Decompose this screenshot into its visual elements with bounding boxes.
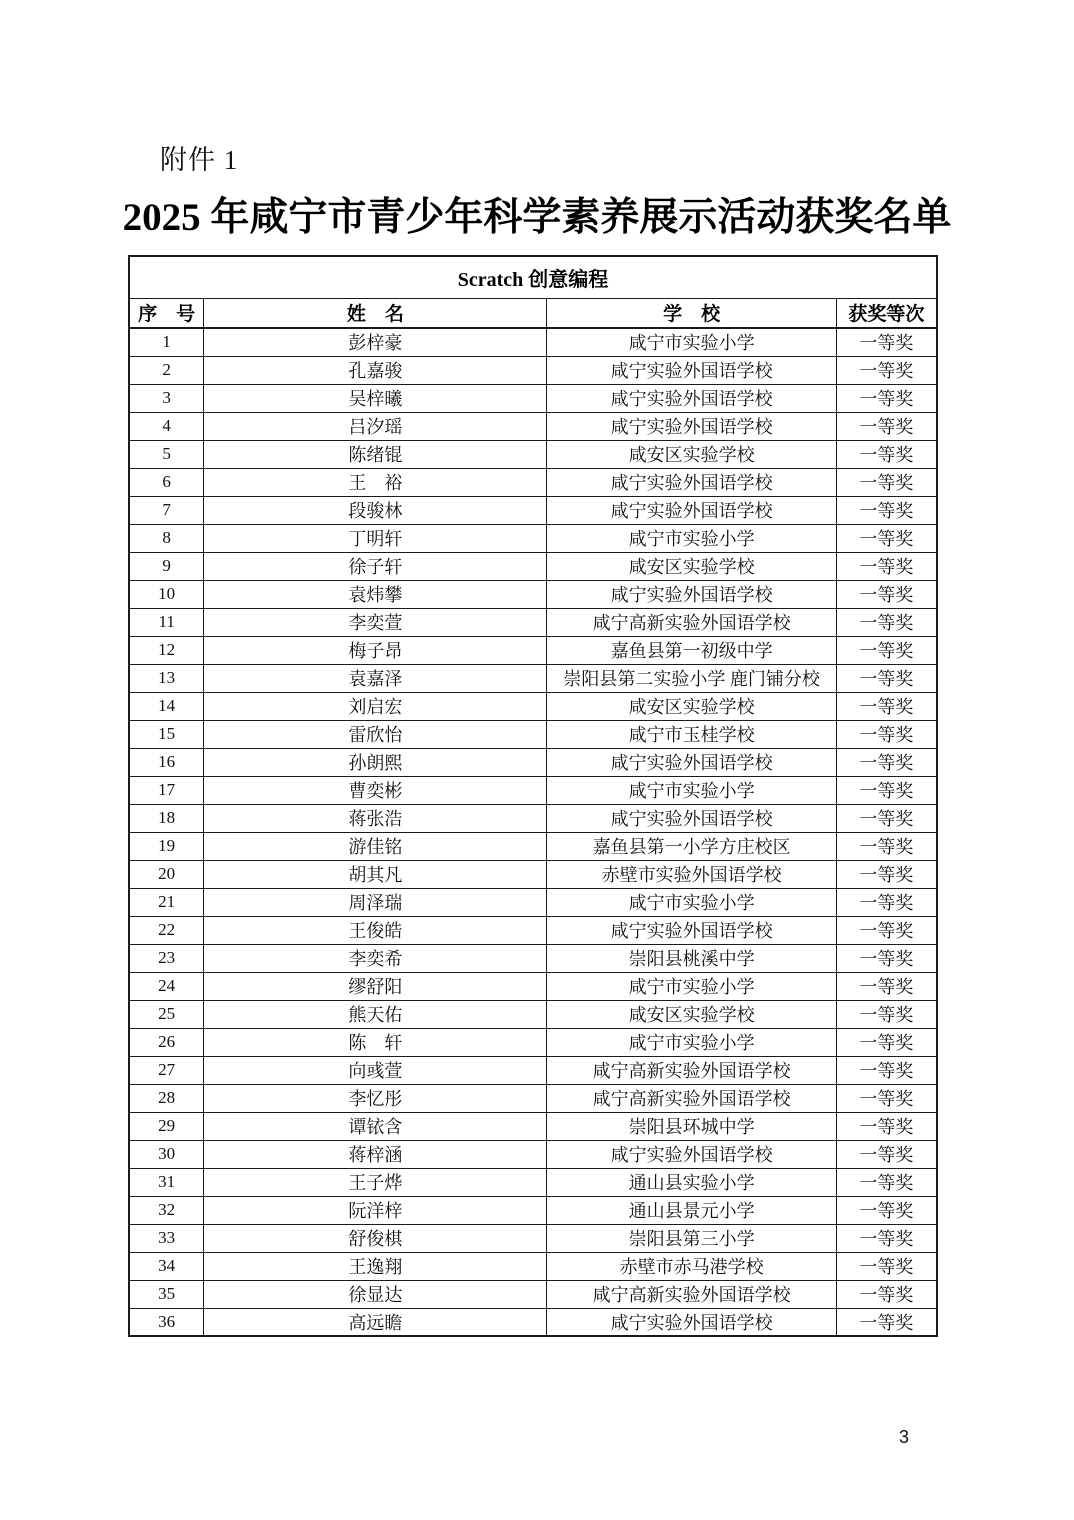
table-row xyxy=(129,832,937,860)
award-cell: 一等奖 xyxy=(836,1056,937,1084)
award-cell: 一等奖 xyxy=(836,1140,937,1168)
school-cell: 咸宁高新实验外国语学校 xyxy=(547,1084,836,1112)
award-cell: 一等奖 xyxy=(836,1112,937,1140)
column-header-name: 姓 名 xyxy=(204,298,547,328)
row-number-cell: 11 xyxy=(129,608,204,636)
table-row xyxy=(129,1112,937,1140)
school-cell: 咸宁市实验小学 xyxy=(547,972,836,1000)
table-row xyxy=(129,1028,937,1056)
name-cell: 熊天佑 xyxy=(204,1000,547,1028)
school-cell: 咸安区实验学校 xyxy=(547,552,836,580)
school-cell: 咸宁实验外国语学校 xyxy=(547,356,836,384)
award-cell: 一等奖 xyxy=(836,1084,937,1112)
table-row xyxy=(129,1084,937,1112)
award-cell: 一等奖 xyxy=(836,1168,937,1196)
school-cell: 咸宁市实验小学 xyxy=(547,776,836,804)
name-cell: 吕汐瑶 xyxy=(204,412,547,440)
name-cell: 王 裕 xyxy=(204,468,547,496)
award-cell: 一等奖 xyxy=(836,580,937,608)
award-cell: 一等奖 xyxy=(836,804,937,832)
name-cell: 王子烨 xyxy=(204,1168,547,1196)
school-cell: 嘉鱼县第一小学方庄校区 xyxy=(547,832,836,860)
row-number-cell: 24 xyxy=(129,972,204,1000)
row-number-cell: 16 xyxy=(129,748,204,776)
awards-table xyxy=(128,255,938,1337)
table-row xyxy=(129,636,937,664)
table-row xyxy=(129,1140,937,1168)
name-cell: 阮洋梓 xyxy=(204,1196,547,1224)
award-cell: 一等奖 xyxy=(836,636,937,664)
name-cell: 舒俊棋 xyxy=(204,1224,547,1252)
table-row xyxy=(129,384,937,412)
school-cell: 通山县实验小学 xyxy=(547,1168,836,1196)
award-cell: 一等奖 xyxy=(836,468,937,496)
category-header: Scratch 创意编程 xyxy=(129,256,937,298)
table-row xyxy=(129,1168,937,1196)
table-row xyxy=(129,720,937,748)
school-cell: 崇阳县桃溪中学 xyxy=(547,944,836,972)
name-cell: 游佳铭 xyxy=(204,832,547,860)
award-cell: 一等奖 xyxy=(836,1252,937,1280)
row-number-cell: 5 xyxy=(129,440,204,468)
table-row xyxy=(129,1308,937,1336)
column-header-no: 序 号 xyxy=(129,298,204,328)
row-number-cell: 17 xyxy=(129,776,204,804)
school-cell: 赤壁市赤马港学校 xyxy=(547,1252,836,1280)
row-number-cell: 18 xyxy=(129,804,204,832)
row-number-cell: 13 xyxy=(129,664,204,692)
name-cell: 徐子轩 xyxy=(204,552,547,580)
award-cell: 一等奖 xyxy=(836,356,937,384)
award-cell: 一等奖 xyxy=(836,440,937,468)
table-row xyxy=(129,888,937,916)
name-cell: 周泽瑞 xyxy=(204,888,547,916)
column-header-school: 学 校 xyxy=(547,298,836,328)
school-cell: 咸宁实验外国语学校 xyxy=(547,384,836,412)
school-cell: 咸安区实验学校 xyxy=(547,440,836,468)
table-row xyxy=(129,1196,937,1224)
award-cell: 一等奖 xyxy=(836,524,937,552)
award-cell: 一等奖 xyxy=(836,1028,937,1056)
name-cell: 蒋张浩 xyxy=(204,804,547,832)
award-cell: 一等奖 xyxy=(836,916,937,944)
name-cell: 李忆彤 xyxy=(204,1084,547,1112)
school-cell: 咸宁实验外国语学校 xyxy=(547,804,836,832)
name-cell: 刘启宏 xyxy=(204,692,547,720)
table-row xyxy=(129,608,937,636)
name-cell: 彭梓豪 xyxy=(204,328,547,356)
name-cell: 陈 轩 xyxy=(204,1028,547,1056)
school-cell: 咸宁市玉桂学校 xyxy=(547,720,836,748)
row-number-cell: 15 xyxy=(129,720,204,748)
row-number-cell: 20 xyxy=(129,860,204,888)
table-row xyxy=(129,356,937,384)
school-cell: 咸宁市实验小学 xyxy=(547,328,836,356)
name-cell: 曹奕彬 xyxy=(204,776,547,804)
award-cell: 一等奖 xyxy=(836,720,937,748)
row-number-cell: 25 xyxy=(129,1000,204,1028)
name-cell: 徐显达 xyxy=(204,1280,547,1308)
award-cell: 一等奖 xyxy=(836,1280,937,1308)
award-cell: 一等奖 xyxy=(836,1196,937,1224)
award-cell: 一等奖 xyxy=(836,972,937,1000)
award-cell: 一等奖 xyxy=(836,328,937,356)
table-row xyxy=(129,552,937,580)
table-row xyxy=(129,916,937,944)
table-row xyxy=(129,1224,937,1252)
row-number-cell: 3 xyxy=(129,384,204,412)
school-cell: 咸宁市实验小学 xyxy=(547,524,836,552)
award-cell: 一等奖 xyxy=(836,944,937,972)
name-cell: 向彧萱 xyxy=(204,1056,547,1084)
row-number-cell: 8 xyxy=(129,524,204,552)
award-cell: 一等奖 xyxy=(836,1000,937,1028)
page-title: 2025 年咸宁市青少年科学素养展示活动获奖名单 xyxy=(122,196,952,239)
award-cell: 一等奖 xyxy=(836,860,937,888)
table-row xyxy=(129,692,937,720)
table-row xyxy=(129,1252,937,1280)
name-cell: 高远瞻 xyxy=(204,1308,547,1336)
table-row xyxy=(129,328,937,356)
column-header-row xyxy=(129,298,937,328)
row-number-cell: 31 xyxy=(129,1168,204,1196)
award-cell: 一等奖 xyxy=(836,496,937,524)
row-number-cell: 7 xyxy=(129,496,204,524)
name-cell: 段骏林 xyxy=(204,496,547,524)
award-cell: 一等奖 xyxy=(836,888,937,916)
row-number-cell: 35 xyxy=(129,1280,204,1308)
table-row xyxy=(129,748,937,776)
award-cell: 一等奖 xyxy=(836,1308,937,1336)
name-cell: 袁炜攀 xyxy=(204,580,547,608)
category-header-row xyxy=(129,256,937,298)
row-number-cell: 26 xyxy=(129,1028,204,1056)
table-row xyxy=(129,664,937,692)
row-number-cell: 27 xyxy=(129,1056,204,1084)
column-header-award: 获奖等次 xyxy=(836,298,937,328)
row-number-cell: 32 xyxy=(129,1196,204,1224)
award-cell: 一等奖 xyxy=(836,608,937,636)
name-cell: 吴梓曦 xyxy=(204,384,547,412)
row-number-cell: 33 xyxy=(129,1224,204,1252)
row-number-cell: 34 xyxy=(129,1252,204,1280)
award-cell: 一等奖 xyxy=(836,692,937,720)
table-row xyxy=(129,440,937,468)
table-row xyxy=(129,776,937,804)
award-cell: 一等奖 xyxy=(836,412,937,440)
school-cell: 咸宁实验外国语学校 xyxy=(547,412,836,440)
award-cell: 一等奖 xyxy=(836,384,937,412)
school-cell: 咸宁市实验小学 xyxy=(547,1028,836,1056)
school-cell: 咸宁高新实验外国语学校 xyxy=(547,1056,836,1084)
name-cell: 丁明轩 xyxy=(204,524,547,552)
school-cell: 咸宁实验外国语学校 xyxy=(547,496,836,524)
name-cell: 缪舒阳 xyxy=(204,972,547,1000)
school-cell: 通山县景元小学 xyxy=(547,1196,836,1224)
row-number-cell: 2 xyxy=(129,356,204,384)
school-cell: 咸宁高新实验外国语学校 xyxy=(547,1280,836,1308)
school-cell: 咸宁实验外国语学校 xyxy=(547,1140,836,1168)
school-cell: 咸安区实验学校 xyxy=(547,1000,836,1028)
school-cell: 咸宁实验外国语学校 xyxy=(547,748,836,776)
table-row xyxy=(129,1000,937,1028)
school-cell: 咸宁高新实验外国语学校 xyxy=(547,608,836,636)
school-cell: 咸宁实验外国语学校 xyxy=(547,1308,836,1336)
name-cell: 李奕萱 xyxy=(204,608,547,636)
table-row xyxy=(129,524,937,552)
school-cell: 崇阳县第三小学 xyxy=(547,1224,836,1252)
school-cell: 赤壁市实验外国语学校 xyxy=(547,860,836,888)
name-cell: 胡其凡 xyxy=(204,860,547,888)
table-row xyxy=(129,1280,937,1308)
row-number-cell: 22 xyxy=(129,916,204,944)
school-cell: 咸安区实验学校 xyxy=(547,692,836,720)
table-row xyxy=(129,944,937,972)
table-row xyxy=(129,580,937,608)
table-row xyxy=(129,412,937,440)
row-number-cell: 10 xyxy=(129,580,204,608)
row-number-cell: 23 xyxy=(129,944,204,972)
school-cell: 崇阳县第二实验小学 鹿门铺分校 xyxy=(547,664,836,692)
name-cell: 蒋梓涵 xyxy=(204,1140,547,1168)
name-cell: 孙朗熙 xyxy=(204,748,547,776)
name-cell: 孔嘉骏 xyxy=(204,356,547,384)
name-cell: 雷欣怡 xyxy=(204,720,547,748)
row-number-cell: 9 xyxy=(129,552,204,580)
table-row xyxy=(129,804,937,832)
name-cell: 王俊皓 xyxy=(204,916,547,944)
row-number-cell: 28 xyxy=(129,1084,204,1112)
row-number-cell: 6 xyxy=(129,468,204,496)
award-cell: 一等奖 xyxy=(836,776,937,804)
award-cell: 一等奖 xyxy=(836,748,937,776)
award-cell: 一等奖 xyxy=(836,1224,937,1252)
row-number-cell: 1 xyxy=(129,328,204,356)
table-row xyxy=(129,468,937,496)
school-cell: 嘉鱼县第一初级中学 xyxy=(547,636,836,664)
award-cell: 一等奖 xyxy=(836,552,937,580)
table-row xyxy=(129,496,937,524)
row-number-cell: 29 xyxy=(129,1112,204,1140)
row-number-cell: 4 xyxy=(129,412,204,440)
school-cell: 咸宁实验外国语学校 xyxy=(547,916,836,944)
name-cell: 王逸翔 xyxy=(204,1252,547,1280)
page-number: 3 xyxy=(899,1427,910,1447)
name-cell: 谭铱含 xyxy=(204,1112,547,1140)
award-cell: 一等奖 xyxy=(836,832,937,860)
row-number-cell: 30 xyxy=(129,1140,204,1168)
school-cell: 咸宁市实验小学 xyxy=(547,888,836,916)
table-row xyxy=(129,972,937,1000)
award-cell: 一等奖 xyxy=(836,664,937,692)
row-number-cell: 14 xyxy=(129,692,204,720)
school-cell: 崇阳县环城中学 xyxy=(547,1112,836,1140)
awards-table-body xyxy=(129,328,937,1336)
row-number-cell: 12 xyxy=(129,636,204,664)
school-cell: 咸宁实验外国语学校 xyxy=(547,468,836,496)
row-number-cell: 19 xyxy=(129,832,204,860)
row-number-cell: 21 xyxy=(129,888,204,916)
table-row xyxy=(129,1056,937,1084)
attachment-label: 附件 1 xyxy=(160,145,239,175)
school-cell: 咸宁实验外国语学校 xyxy=(547,580,836,608)
name-cell: 陈绪锟 xyxy=(204,440,547,468)
table-row xyxy=(129,860,937,888)
name-cell: 袁嘉泽 xyxy=(204,664,547,692)
row-number-cell: 36 xyxy=(129,1308,204,1336)
name-cell: 梅子昂 xyxy=(204,636,547,664)
name-cell: 李奕希 xyxy=(204,944,547,972)
